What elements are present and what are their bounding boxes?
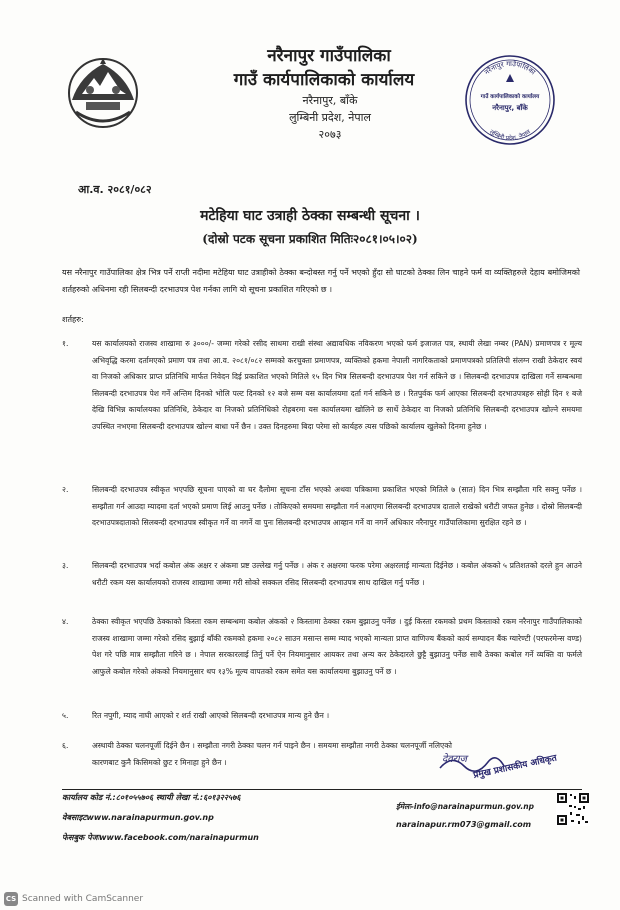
condition-number: ५. xyxy=(62,711,69,720)
seal-text-mid: गाउँ कार्यपालिकाको कार्यालय xyxy=(480,94,540,100)
condition-item xyxy=(62,482,582,532)
seal-icon xyxy=(462,52,558,148)
camscanner-icon: CS xyxy=(4,892,18,906)
condition-text: सिलबन्दी दरभाउपत्र भर्दा कबोल अंक अक्षर र अंकमा प्रष्ट उल्लेख गर्नु पर्नेछ । अंक र अक्षरमा फरक परेमा अक्षरलाई मान्यता दिईनेछ । कबोल अंकको ५ प्रतिशतको दरले हुन आउने धरौटी रकम यस कार्यालयको राजस्व शाखामा जम्मा गरी सोको सक्कल रसिद सिलबन्दी दरभाउपत्र साथ दाखिल गर्नु पर्नेछ । xyxy=(92,561,582,587)
condition-text: रित नपुगी, म्याद नाघी आएको र शर्त राखी आएको सिलबन्दी दरभाउपत्र मान्य हुने छैन । xyxy=(92,711,330,720)
condition-item xyxy=(62,708,582,725)
condition-item xyxy=(62,336,582,435)
notice-subtitle: (दोस्रो पटक सूचना प्रकाशित मितिः२०८१।०५।०२) xyxy=(202,232,418,246)
address-line-1: नरैनापुर, बाँके xyxy=(302,94,358,107)
email-primary[interactable]: ईमेलः-info@narainapurmun.gov.np xyxy=(396,802,534,811)
seal-text-top: नरैनापुर गाउँपालिका xyxy=(483,59,537,77)
fiscal-year: आ.व. २०८१/०८२ xyxy=(78,183,152,196)
office-name: गाउँ कार्यपालिकाको कार्यालय xyxy=(233,70,415,90)
notice-title: मटेहिया घाट उत्राही ठेक्का सम्बन्धी सूचना । xyxy=(200,208,420,224)
established-year: २०७३ xyxy=(318,128,342,141)
footer-divider xyxy=(62,789,582,790)
address-line-2: लुम्बिनी प्रदेश, नेपाल xyxy=(289,111,371,124)
condition-number: ४. xyxy=(62,617,69,626)
signature-name: देवराज xyxy=(442,754,467,765)
condition-text: यस कार्यालयको राजस्व शाखामा रु ३०००/- जम्मा गरेको रसीद साथमा राखी संस्था अद्यावधिक नविकरण भएको फर्म इजाजत पत्र, स्थायी लेखा नम्बर (PAN) प्रमाणपत्र र मूल्य अभिवृद्धि करमा दर्तामएको प्रमाण पत्र तथा आ.व. २०८१/०८२ सम्मको करचुक्ता प्रमाणपत्र, व्यक्तिको हकमा नेपाली नागरिकताको प्रमाणपत्रको प्रतिलिपी संलग्न राखी ठेकेदार स्वयं वा निजको अधिकार प्राप्त प्रतिनिधि मार्फत निवेदन दिई प्रकाशित भएको मितिले १५ दिन भित्र सिलबन्दी दरभाउपत्र पेश गर्न सकिने छ । सिलबन्दी दरभाउपत्र दाखिला गर्ने सम्बन्धमा सिलबन्दी दरभाउपत्र पेश गर्ने अन्तिम दिनको भोलि पल्ट दिनको १२ बजे सम्म यस कार्यालयमा दर्ता गर्न सकिने छ । रितपुर्वक फर्म आएका सिलबन्दी दरभाउपत्रहरु सोही दिन १ बजे देखि विभिन्न कार्यालयका प्रतिनिधि, ठेकेदार वा निजको प्रतिनिधिको रोहबरमा यस कार्यालयमा खोलिने छ सार्थे ठेकेदार वा निजको प्रतिनिधि सिलबन्दी दरभाउपत्र खोल्ने समयमा उपस्थित नभएमा सिलबन्दी दरभाउपत्र खोल्न बाधा पर्ने छैन । उक्त दिनहरुमा बिदा परेमा सो कार्यहरु त्यस पछिको कार्यालय खुलेको दिनमा हुनेछ । xyxy=(92,339,582,431)
municipality-name: नरैनापुर गाउँपालिका xyxy=(267,46,391,66)
svg-text:नरैनापुर गाउँपालिका xyxy=(483,59,537,77)
condition-item xyxy=(62,614,582,680)
website-link[interactable]: वेबसाइटwww.narainapurmun.gov.np xyxy=(62,813,214,822)
condition-number: ६. xyxy=(62,741,69,750)
signature-title: प्रमुख प्रशासकीय अधिकृत xyxy=(472,753,558,781)
conditions-label: शर्तहरु: xyxy=(62,315,84,324)
seal-text-bottom: नरैनापुर, बाँके xyxy=(492,104,528,112)
office-seal xyxy=(462,52,558,148)
condition-item xyxy=(62,738,452,771)
scanner-watermark xyxy=(4,892,143,906)
email-secondary[interactable]: narainapur.rm073@gmail.com xyxy=(396,820,532,829)
svg-text:लुम्बिनी प्रदेश, नेपाल xyxy=(488,128,532,142)
condition-text: ठेक्का स्वीकृत भएपछि ठेक्काको किस्ता रकम सम्बन्धमा कबोल अंकको २ किस्तामा ठेक्का रकम बुझाउनु पर्नेछ । दुई किस्ता रकमको प्रथम किस्ताको रकम नरैनापुर गाउँपालिकाको राजस्व शाखामा जम्मा गरेको रसिद बुझाई बाँकी रकमको हकमा २०८२ साउन मसान्त सम्म म्याद भएको मान्यता प्राप्त वाणिज्य बैंकको कार्य सम्पादन बैंक ग्यारेण्टी (परफरमेन्स वण्ड) पेश गरे पछि मात्र सम्झौता गरिने छ । नेपाल सरकारलाई तिर्नु पर्ने ऐन नियमानुसार आयकर तथा अन्य कर ठेकेदारले छुट्टै बुझाउनु पर्नेछ साथै ठेक्का कबोल गर्ने व्यक्ति वा फर्मले आफुले कबोल गरेको अंकको नियमानुसार थप १३% मूल्य वापतको रकम समेत यस कार्यालयमा बुझाउनु पर्ने छ । xyxy=(92,617,582,676)
condition-number: ३. xyxy=(62,561,69,570)
condition-text: सिलबन्दी दरभाउपत्र स्वीकृत भएपछि सूचना पाएको वा घर दैलोमा सूचना टाँस भएको अथवा पत्रिकामा प्रकाशित भएको मितिले ७ (सात) दिन भित्र सम्झौता गरि सक्नु पर्नेछ । सम्झौता गर्न आउदा म्यादमा दर्ता भएको प्रमाण लिई आउनु पर्नेछ । तोकिएको समयमा सम्झौता गर्न नआएमा सिलबन्दी दरभाउपत्र दाताले राखेको धरौटी जफत हुनेछ । दोस्रो सिलबन्दी दरभाउपत्रदाताको सिलबन्दी दरभाउपत्र स्वीकृत गर्ने वा नगर्ने वा पुनः सिलबन्दी दरभाउपत्र आव्हान गर्ने वा नगर्ने अधिकार नरैनापुर गाउँपालिकामा सुरक्षित रहने छ । xyxy=(92,485,582,527)
condition-number: २. xyxy=(62,485,69,494)
notice-intro: यस नरैनापुर गाउँपालिका क्षेत्र भित्र पर्ने राप्ती नदीमा मटेहिया घाट उत्राहीको ठेक्का बन्दोबस्त गर्नु पर्ने भएको हुँदा सो घाटको ठेक्का लिन चाहने फर्म वा व्यक्तिहरुले देहाय बमोजिमको शर्तहरुको अधिनमा रही सिलबन्दी दरभाउपत्र पेश गर्नका लागि यो सूचना प्रकाशित गरिएको छ । xyxy=(62,268,580,294)
condition-text: अस्थायी ठेक्का चलनपूर्जी दिईने छैन । सम्झौता नगरी ठेक्का चलन गर्न पाइने छैन । समयमा सम्झौता नगरी ठेक्का चलनपूर्जी नलिएको कारणबाट कुनै किसिमको छुट र मिनाहा हुने छैन । xyxy=(92,741,452,767)
condition-item xyxy=(62,558,582,591)
seal-text-place: लुम्बिनी प्रदेश, नेपाल xyxy=(488,128,532,143)
condition-number: १. xyxy=(62,339,69,348)
office-code: कार्यालय कोड नं.:८०१०५५७०६ स्थायी लेखा नं.:६०१३२२५७६ xyxy=(62,793,241,802)
facebook-link[interactable]: फेसबुक पेजःwww.facebook.com/narainapurmun xyxy=(62,833,259,842)
scanner-text: Scanned with CamScanner xyxy=(22,894,144,904)
signature-stamp xyxy=(434,732,590,782)
qr-code-icon xyxy=(556,792,590,826)
